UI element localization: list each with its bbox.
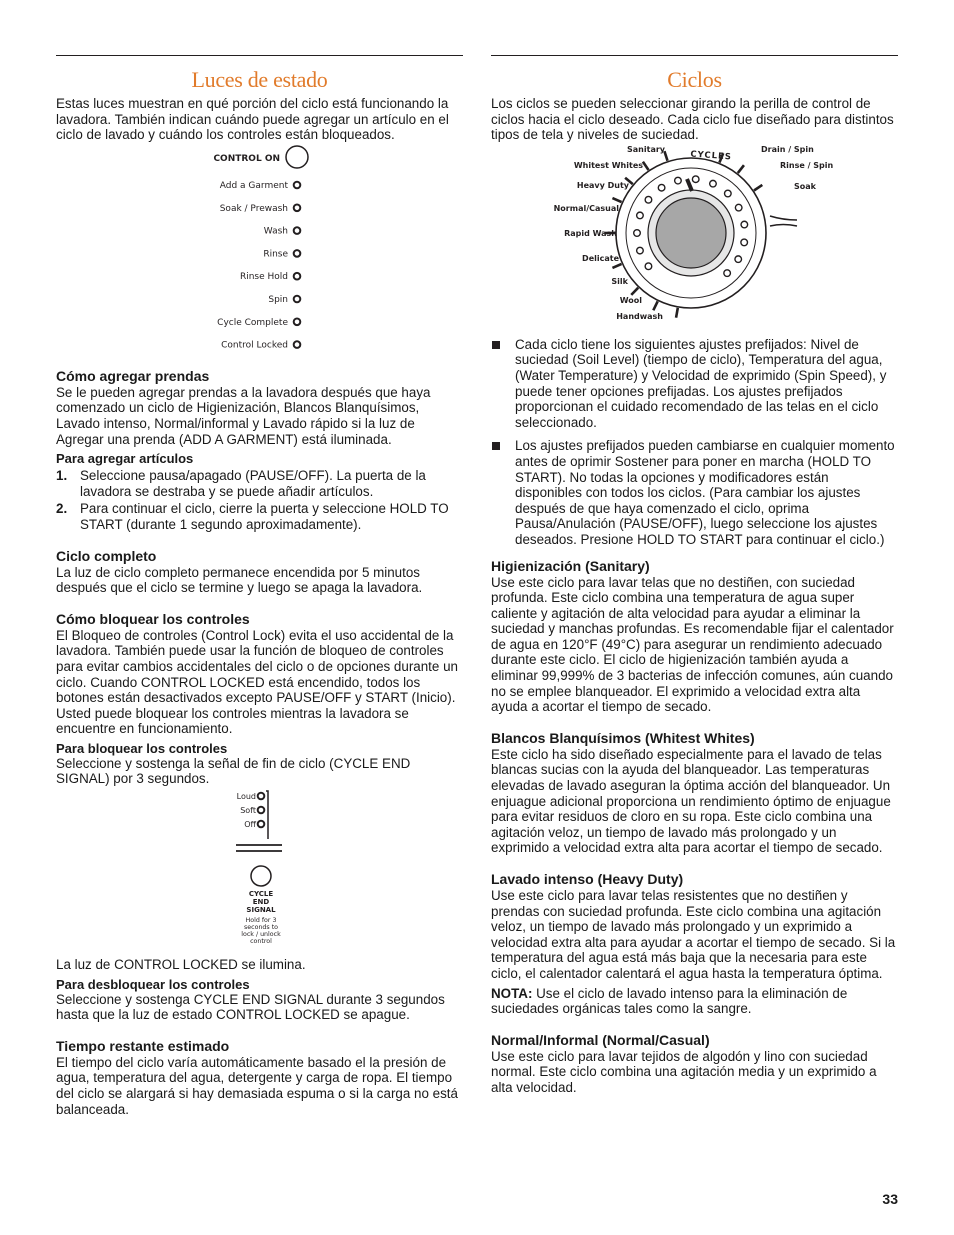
- signal-light-off: [258, 821, 265, 828]
- time-remaining-heading: Tiempo restante estimado: [56, 1037, 230, 1054]
- cycle-complete-text: La luz de ciclo completo permanece encendida por 5 minutos después que el ciclo se termine y luego se apaga la lavadora.: [56, 564, 423, 596]
- top-rule-right: [491, 55, 898, 56]
- whitest-whites-text: Este ciclo ha sido diseñado especialmente para el lavado de telas blancas sucias con la ayuda del blanqueador. Las temperaturas elevadas de lavado aseguran la óptima acción del blanqueador. Un enjuague adicional proporciona un rendimiento óptimo de enjuague para evitar residuos de cloro en su ropa. Este ciclo combina una agitación veloz, un tiempo de lavado más prolongado y un exprimido a velocidad extra alta para acortar el tiempo de secado.: [491, 746, 891, 856]
- dial-position-dot: [724, 270, 731, 277]
- dial-position-dot: [735, 256, 742, 263]
- status-light-label: Spin: [268, 294, 288, 305]
- bullet-square-icon: [492, 341, 500, 349]
- status-light-indicator: [294, 295, 301, 302]
- sanitary-text: Use este ciclo para lavar telas que no destiñen, con suciedad profunda. Este ciclo combina una temperatura de agua super caliente y agitación de alta velocidad para ayudar a eliminar la suciedad y manchas profundas. Es recomendable fijar el calentador de agua en 120°F (49°C) para asegurar un rendimiento adecuado durante este ciclo. El ciclo de higienización también ayuda a eliminar 99,999% de 3 bacterias de infección comunes, aún cuando no se emplee blanqueador. El exprimido a velocidad extra alta ayuda a acortar el tiempo de secado.: [491, 574, 894, 715]
- dial-tick-mark: [631, 287, 638, 294]
- dial-label-left-8: Handwash: [616, 311, 663, 321]
- status-light-indicator: [294, 227, 301, 234]
- top-rule-left: [56, 55, 463, 56]
- dial-label-right-0: Drain / Spin: [761, 145, 814, 154]
- normal-casual-heading: Normal/Informal (Normal/Casual): [491, 1031, 710, 1048]
- bullet-square-icon: [492, 442, 500, 450]
- dial-position-dot: [675, 177, 682, 184]
- dial-position-dot: [741, 221, 748, 228]
- dial-label-left-7: Wool: [619, 295, 642, 305]
- left-column: [56, 55, 463, 1117]
- add-garment-text: Se le pueden agregar prendas a la lavadora después que haya comenzado un ciclo de Higienización, Blancos Blanquísimos, Lavado intenso, Normal/informal y Lavado rápido si la luz de Agregar una prenda (ADD A GARMENT) está iluminada.: [56, 384, 431, 447]
- dial-position-dot: [725, 190, 732, 197]
- cycle-end-signal-label-2: END: [252, 898, 270, 907]
- step-number: 2.: [56, 501, 68, 517]
- note-label: NOTA:: [491, 985, 533, 1001]
- dial-tick-mark: [643, 161, 649, 169]
- step-number: 1.: [56, 468, 68, 484]
- status-light-indicator: [294, 318, 301, 325]
- dial-position-dot: [645, 263, 652, 270]
- dial-position-dot: [637, 212, 644, 219]
- add-items-subheading: Para agregar artículos: [56, 451, 194, 467]
- cycle-dial-diagram: [491, 146, 898, 329]
- knob-center: [656, 198, 726, 268]
- cycle-end-signal-label-1: CYCLE: [248, 890, 274, 899]
- knob-pointer: [687, 179, 692, 191]
- dial-tick-mark: [612, 264, 621, 268]
- dial-label-left-1: Whitest Whites: [573, 160, 643, 170]
- dial-label-left-2: Heavy Duty: [576, 180, 629, 190]
- step-text: Para continuar el ciclo, cierre la puerta y seleccione HOLD TO START (durante 1 segundo aproximadamente).: [80, 501, 449, 532]
- dial-label-left-4: Rapid Wash: [564, 228, 617, 238]
- control-locked-caption: La luz de CONTROL LOCKED se ilumina.: [56, 957, 306, 973]
- step-item: [56, 468, 463, 499]
- cycle-end-signal-panel: [56, 787, 463, 955]
- bullet-item: [491, 337, 898, 431]
- add-items-steps: [56, 468, 463, 532]
- dial-position-dot: [741, 239, 748, 246]
- signal-light-loud: [258, 793, 265, 800]
- status-light-indicator: [294, 273, 301, 280]
- section-title-cycles: Ciclos: [667, 67, 722, 92]
- hold-instruction-1: Hold for 3: [245, 917, 277, 925]
- dial-position-dot: [735, 204, 742, 211]
- bullet-item: [491, 438, 898, 547]
- dial-tick-mark: [754, 185, 762, 191]
- status-light-label: Rinse: [263, 249, 288, 260]
- heavy-duty-text: Use este ciclo para lavar telas resistentes que no destiñen y prendas con suciedad profunda. Este ciclo combina una agitación veloz, un tiempo de lavado más prolongado y un exprimido a velocidad extra alta para ayudar a acortar el tiempo de secado. Si la temperatura del agua está más baja que la necesaria para este ciclo, el calentador calentará el agua hasta la temperatura óptima.: [491, 888, 896, 981]
- dial-label-left-0: Sanitary: [627, 145, 665, 154]
- dial-tick-mark: [676, 308, 678, 318]
- lock-controls-text: El Bloqueo de controles (Control Lock) evita el uso accidental de la lavadora. También puede usar la función de bloqueo de controles para evitar cambios accidentales del ciclo o de opciones durante un ciclo. Cuando CONTROL LOCKED está encendido, todos los botones están desactivados excepto PAUSE/OFF y START (Inicio). Usted puede bloquear los controles mientras la lavadora se encuentre en funcionamiento.: [56, 627, 458, 737]
- hold-instruction-3: lock / unlock: [241, 931, 281, 939]
- dial-cycles-label: CYCLES: [689, 149, 733, 163]
- status-light-label: Soak / Prewash: [219, 203, 288, 214]
- dial-tick-mark: [653, 301, 657, 310]
- control-on-label: CONTROL ON: [213, 153, 280, 164]
- step-item: [56, 501, 463, 532]
- dial-position-dot: [637, 247, 644, 254]
- dial-position-dot: [710, 180, 717, 187]
- status-light-label: Cycle Complete: [217, 317, 288, 328]
- dial-label-left-5: Delicate: [582, 253, 619, 263]
- status-light-label: Rinse Hold: [239, 271, 288, 282]
- sanitary-heading: Higienización (Sanitary): [491, 557, 650, 574]
- lock-controls-heading: Cómo bloquear los controles: [56, 610, 250, 627]
- cycles-intro: Los ciclos se pueden seleccionar girando la perilla de control de ciclos hacia el ciclo deseado. Cada ciclo fue diseñado para distintos tipos de tela y niveles de suciedad.: [491, 96, 894, 143]
- lock-instructions: Seleccione y sostenga la señal de fin de ciclo (CYCLE END SIGNAL) por 3 segundos.: [56, 755, 411, 787]
- cycle-end-signal-label-3: SIGNAL: [246, 906, 276, 915]
- dial-end-notch: [770, 216, 797, 226]
- status-lights-panel: [56, 143, 463, 353]
- heavy-duty-heading: Lavado intenso (Heavy Duty): [491, 871, 684, 887]
- cycle-end-signal-button[interactable]: [251, 866, 271, 886]
- status-light-label: Wash: [263, 226, 288, 237]
- whitest-whites-heading: Blancos Blanquísimos (Whitest Whites): [491, 729, 755, 746]
- lock-subheading: Para bloquear los controles: [56, 740, 228, 756]
- status-lights-intro: Estas luces muestran en qué porción del ciclo está funcionando la lavadora. También indican cuándo puede agregar un artículo en el ciclo de lavado y cuándo los controles están bloqueados.: [56, 96, 449, 143]
- bullet-text: Cada ciclo tiene los siguientes ajustes prefijados: Nivel de suciedad (Soil Level) (tiempo de ciclo), Temperatura del agua, (Water Temperature) y Velocidad de exprimido (Spin Speed), y puede tener opciones prefijadas. Los ajustes prefijados proporcionan el cuidado recomendado de las telas en el ciclo seleccionado.: [515, 336, 887, 430]
- dial-tick-mark: [738, 165, 744, 173]
- signal-light-soft: [258, 807, 265, 814]
- dial-label-right-1: Rinse / Spin: [780, 160, 834, 170]
- status-light-indicator: [294, 341, 301, 348]
- status-light-indicator: [294, 250, 301, 257]
- hold-instruction-4: control: [250, 938, 272, 946]
- unlock-subheading: Para desbloquear los controles: [56, 976, 250, 992]
- page-number: 33: [882, 1191, 898, 1207]
- dial-position-dot: [634, 229, 641, 236]
- section-title-status-lights: Luces de estado: [191, 67, 328, 92]
- step-text: Seleccione pausa/apagado (PAUSE/OFF). La puerta de la lavadora se destraba y se puede añadir artículos.: [80, 468, 426, 499]
- signal-bracket: [266, 791, 268, 839]
- control-on-light: [286, 146, 308, 168]
- dial-position-dot: [658, 184, 665, 191]
- signal-option-soft: Soft: [240, 806, 256, 816]
- cycle-presets-list: [491, 337, 898, 548]
- right-column: [491, 55, 898, 1096]
- bullet-text: Los ajustes prefijados pueden cambiarse en cualquier momento antes de oprimir Sostener para poner en marcha (HOLD TO START). No todas la opciones y modificadores están disponibles con todos los ciclos. (Para cambiar los ajustes después de que haya comenzado el ciclo, oprima Pausa/Anulación (PAUSE/OFF), luego seleccione los ajustes deseados. Presione HOLD TO START para continuar el ciclo.): [515, 438, 895, 547]
- heavy-duty-note: [491, 986, 898, 1017]
- cycle-complete-heading: Ciclo completo: [56, 547, 157, 564]
- signal-option-off: Off: [244, 820, 256, 830]
- dial-position-dot: [645, 196, 652, 203]
- unlock-instructions: Seleccione y sostenga CYCLE END SIGNAL durante 3 segundos hasta que la luz de estado CONTROL LOCKED se apague.: [56, 991, 445, 1023]
- status-lights-list: [217, 181, 300, 351]
- normal-casual-text: Use este ciclo para lavar tejidos de algodón y lino con suciedad normal. Este ciclo combina una agitación media y un exprimido a alta velocidad.: [491, 1048, 877, 1095]
- signal-option-loud: Loud: [236, 792, 256, 802]
- note-text: Use el ciclo de lavado intenso para la eliminación de suciedades orgánicas tales como la sangre.: [491, 985, 848, 1017]
- dial-label-right-2: Soak: [794, 181, 816, 191]
- status-light-indicator: [294, 181, 301, 188]
- add-garment-heading: Cómo agregar prendas: [56, 367, 210, 384]
- dial-tick-mark: [612, 198, 621, 202]
- dial-position-dot: [692, 176, 699, 183]
- status-light-label: Control Locked: [221, 340, 288, 351]
- dial-label-left-3: Normal/Casual: [553, 203, 619, 213]
- hold-instruction-2: seconds to: [243, 924, 279, 932]
- dial-label-left-6: Silk: [611, 276, 628, 286]
- status-light-indicator: [294, 204, 301, 211]
- time-remaining-text: El tiempo del ciclo varía automáticamente basado el la presión de agua, temperatura del agua, detergente y carga de ropa. El tiempo del ciclo se alargará si hay demasiada espuma o si la carga no está balanceada.: [56, 1054, 458, 1117]
- status-light-label: Add a Garment: [219, 180, 288, 191]
